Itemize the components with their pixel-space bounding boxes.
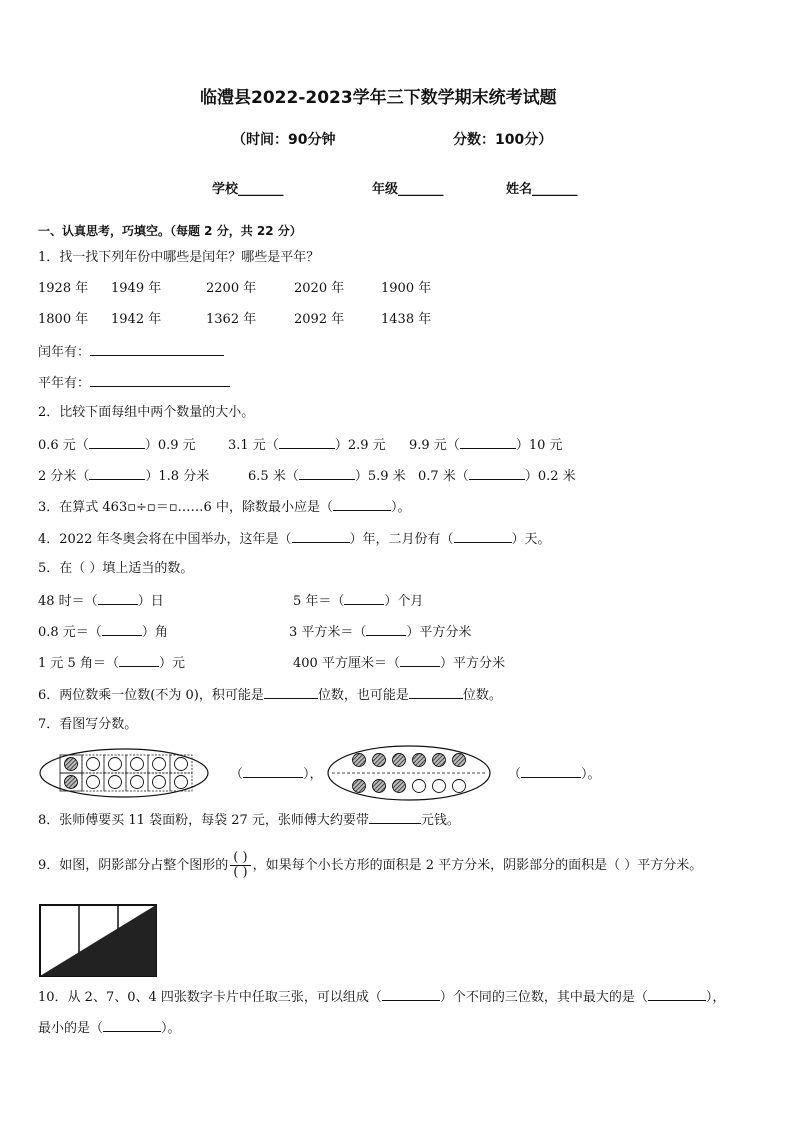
- q7-fig1-circle: [87, 776, 100, 789]
- q2-1-right: ）0.9 元: [144, 438, 196, 453]
- q5-5-left: 1 元 5 角＝（: [38, 656, 119, 671]
- q5-1-left: 48 时＝（: [38, 594, 98, 609]
- q5-item-3: [38, 623, 168, 641]
- q7-1-open: （: [230, 767, 244, 782]
- q4-prompt: 4．2022 年冬奥会将在中国举办，这年是（: [38, 532, 292, 547]
- q2-3-right: ）10 元: [515, 438, 563, 453]
- q4-blank-2[interactable]: [454, 530, 512, 543]
- q10-end: ）。: [161, 1021, 181, 1036]
- q4-middle: ）年，二月份有（: [349, 532, 454, 547]
- q7-fig2-circle: [433, 780, 446, 793]
- q9-frac-num: ( ): [230, 851, 250, 866]
- q5-6-left: 400 平方厘米＝（: [293, 656, 400, 671]
- q7-fig1-circle: [175, 758, 188, 771]
- q5-4-right: ）平方分米: [406, 625, 472, 640]
- q7-fig1-circle: [109, 758, 122, 771]
- q2-2-left: 3.1 元（: [228, 438, 279, 453]
- q2-compare-3: [409, 436, 563, 454]
- common-blank[interactable]: [90, 374, 230, 387]
- q6-middle: 位数，也可能是: [317, 688, 409, 703]
- q9-text: [38, 848, 702, 884]
- q7-fig1-grid: [60, 755, 192, 791]
- q2-1-left: 0.6 元（: [38, 438, 89, 453]
- q10-blank-2[interactable]: [648, 988, 706, 1001]
- q7-answer-1: [230, 765, 323, 783]
- q6-end: 位数。: [462, 688, 502, 703]
- q7-fig1-circle: [87, 758, 100, 771]
- q1-year-1928: 1928 年: [38, 281, 89, 296]
- q7-fig2-circle: [393, 780, 406, 793]
- q7-1-blank[interactable]: [243, 765, 303, 778]
- q7-fig2-circle: [373, 754, 386, 767]
- q7-fig2-circle: [453, 780, 466, 793]
- q5-5-blank[interactable]: [119, 654, 159, 667]
- q2-5-blank[interactable]: [299, 467, 355, 480]
- q7-figure-1: [38, 746, 210, 800]
- q7-fig2-circle: [413, 754, 426, 767]
- q9-rest: ，如果每个小长方形的面积是 2 平方分米，阴影部分的面积是（ ）平方分米。: [252, 858, 703, 873]
- q10-text: [38, 988, 725, 1006]
- q1-year-2092: 2092 年: [294, 312, 345, 327]
- q1-year-1900: 1900 年: [381, 281, 432, 296]
- q3-blank[interactable]: [333, 498, 391, 511]
- q7-fig1-circle: [175, 776, 188, 789]
- q5-3-right: ）角: [141, 625, 168, 640]
- q5-item-6: [293, 654, 505, 672]
- q6-blank-2[interactable]: [409, 686, 463, 699]
- exam-score: 分数：100分）: [453, 132, 553, 148]
- q8-text: [38, 811, 460, 829]
- q7-fig2-circle: [413, 780, 426, 793]
- q2-3-left: 9.9 元（: [409, 438, 460, 453]
- q1-year-1362: 1362 年: [206, 312, 257, 327]
- q2-6-right: ）0.2 米: [524, 469, 576, 484]
- q10-middle: ）个不同的三位数，其中最大的是（: [439, 990, 648, 1005]
- section1-heading: 一、认真思考，巧填空。（每题 2 分，共 22 分）: [38, 224, 302, 238]
- q10-blank-3[interactable]: [103, 1019, 161, 1032]
- q5-6-blank[interactable]: [400, 654, 440, 667]
- q5-item-1: [38, 592, 164, 610]
- q5-2-blank[interactable]: [344, 592, 384, 605]
- q2-compare-2: [228, 436, 386, 454]
- q7-2-open: （: [508, 767, 522, 782]
- q7-fig1-circle: [65, 776, 78, 789]
- q5-5-right: ）元: [158, 656, 185, 671]
- q2-4-blank[interactable]: [89, 467, 145, 480]
- q7-fig1-circle: [131, 776, 144, 789]
- q3-text: [38, 498, 410, 516]
- q7-2-close: ）。: [581, 767, 601, 782]
- q5-item-2: [293, 592, 423, 610]
- q7-fig1-circle: [109, 776, 122, 789]
- q7-fig1-circle: [131, 758, 144, 771]
- q2-compare-4: [38, 467, 209, 485]
- q8-end: 元钱。: [420, 813, 460, 828]
- name-blank[interactable]: _______: [532, 182, 578, 197]
- q5-4-blank[interactable]: [366, 623, 406, 636]
- q2-compare-5: [248, 467, 406, 485]
- q7-fig2-circle: [433, 754, 446, 767]
- q9-frac-den: ( ): [233, 865, 248, 880]
- school-field: [212, 182, 284, 198]
- page-title: 临澧县2022-2023学年三下数学期末统考试题: [200, 88, 557, 108]
- q9-fraction[interactable]: [230, 851, 250, 880]
- q7-answer-2: [508, 765, 601, 783]
- q1-common-answer: [38, 374, 230, 392]
- q7-fig2-circle: [353, 754, 366, 767]
- exam-time: （时间：90分钟: [232, 132, 336, 148]
- q10-comma: ），: [705, 990, 726, 1005]
- q5-1-right: ）日: [137, 594, 164, 609]
- leap-label: 闰年有：: [38, 345, 91, 360]
- q2-5-left: 6.5 米（: [248, 469, 299, 484]
- q2-1-blank[interactable]: [89, 436, 145, 449]
- school-label: 学校: [212, 182, 239, 197]
- q5-3-blank[interactable]: [102, 623, 142, 636]
- q2-5-right: ）5.9 米: [354, 469, 406, 484]
- q2-4-right: ）1.8 分米: [145, 469, 210, 484]
- q2-6-blank[interactable]: [469, 467, 525, 480]
- q6-text: [38, 686, 502, 704]
- q9-prompt: 9．如图，阴影部分占整个图形的: [38, 858, 229, 873]
- q4-text: [38, 530, 551, 548]
- q7-text: 7．看图写分数。: [38, 717, 138, 732]
- q7-fig2-circle: [353, 780, 366, 793]
- q1-leap-answer: [38, 343, 224, 361]
- q2-2-blank[interactable]: [279, 436, 335, 449]
- q8-prompt: 8．张师傅要买 11 袋面粉，每袋 27 元，张师傅大约要带: [38, 813, 369, 828]
- q5-3-left: 0.8 元＝（: [38, 625, 102, 640]
- q7-fig2-circle: [453, 754, 466, 767]
- q6-blank-1[interactable]: [264, 686, 318, 699]
- q7-fig1-circle: [153, 776, 166, 789]
- common-label: 平年有：: [38, 376, 91, 391]
- q4-end: ）天。: [511, 532, 551, 547]
- q10-min-prompt: 最小的是（: [38, 1021, 104, 1036]
- q5-2-left: 5 年＝（: [293, 594, 345, 609]
- q5-item-4: [289, 623, 471, 641]
- q2-compare-6: [418, 467, 576, 485]
- q1-text: 1．找一找下列年份中哪些是闰年？哪些是平年？: [38, 250, 320, 265]
- q6-prompt: 6．两位数乘一位数(不为 0)，积可能是: [38, 688, 264, 703]
- q5-item-5: [38, 654, 185, 672]
- q2-text: 2．比较下面每组中两个数量的大小。: [38, 405, 255, 420]
- q7-fig1-circle: [65, 758, 78, 771]
- school-blank[interactable]: _______: [238, 182, 284, 197]
- q5-text: 5．在（ ）填上适当的数。: [38, 561, 194, 576]
- q7-2-blank[interactable]: [521, 765, 581, 778]
- q5-2-right: ）个月: [384, 594, 424, 609]
- grade-field: [372, 182, 444, 198]
- q10-text-line2: [38, 1019, 181, 1037]
- name-label: 姓名: [506, 182, 533, 197]
- q2-3-blank[interactable]: [460, 436, 516, 449]
- q5-4-left: 3 平方米＝（: [289, 625, 367, 640]
- q1-year-1438: 1438 年: [381, 312, 432, 327]
- q2-2-right: ）2.9 元: [334, 438, 386, 453]
- name-field: [506, 182, 578, 198]
- q10-prompt: 10．从 2、7、0、4 四张数字卡片中任取三张，可以组成（: [38, 990, 382, 1005]
- q9-figure: [38, 903, 158, 978]
- leap-blank[interactable]: [90, 343, 224, 356]
- q1-year-2020: 2020 年: [294, 281, 345, 296]
- q2-4-left: 2 分米（: [38, 469, 90, 484]
- q2-compare-1: [38, 436, 196, 454]
- q4-blank-1[interactable]: [292, 530, 350, 543]
- grade-blank[interactable]: _______: [398, 182, 444, 197]
- q7-fig2-circle: [373, 780, 386, 793]
- q7-figure-2: [326, 744, 492, 802]
- grade-label: 年级: [372, 182, 399, 197]
- q7-fig2-circle: [393, 754, 406, 767]
- q1-year-1800: 1800 年: [38, 312, 89, 327]
- q5-1-blank[interactable]: [98, 592, 138, 605]
- q7-1-close: ），: [303, 767, 323, 782]
- q2-6-left: 0.7 米（: [418, 469, 469, 484]
- q5-6-right: ）平方分米: [439, 656, 505, 671]
- q3-end: ）。: [390, 500, 411, 515]
- q1-year-1942: 1942 年: [111, 312, 162, 327]
- q3-prompt: 3．在算式 463▫÷▫＝▫……6 中，除数最小应是（: [38, 500, 333, 515]
- q8-blank[interactable]: [369, 811, 421, 824]
- q1-year-2200: 2200 年: [206, 281, 257, 296]
- q7-fig1-circle: [153, 758, 166, 771]
- q10-blank-1[interactable]: [382, 988, 440, 1001]
- q1-year-1949: 1949 年: [111, 281, 162, 296]
